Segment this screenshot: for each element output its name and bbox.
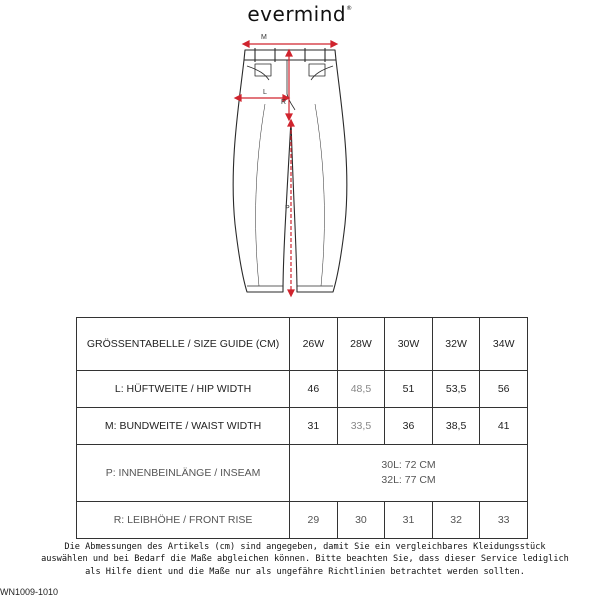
size-header: 30W	[385, 318, 433, 371]
registered-mark: ®	[346, 5, 353, 12]
table-cell: 33	[480, 502, 528, 539]
table-cell: 53,5	[432, 371, 480, 408]
table-cell: 30	[337, 502, 385, 539]
row-label: M: BUNDWEITE / WAIST WIDTH	[77, 408, 290, 445]
table-cell: 51	[385, 371, 433, 408]
header-label: GRÖSSENTABELLE / SIZE GUIDE (CM)	[86, 338, 280, 350]
size-header: 26W	[290, 318, 338, 371]
size-guide-table	[76, 317, 528, 539]
label-r: R	[281, 99, 287, 106]
table-cell: 36	[385, 408, 433, 445]
brand-name: evermind	[247, 2, 347, 26]
label-l: L	[263, 89, 267, 96]
inseam-32l: 32L: 77 CM	[381, 474, 436, 486]
disclaimer-note: Die Abmessungen des Artikels (cm) sind angegeben, damit Sie ein vergleichbares Kleidungsstück auswählen und bei Bedarf die Maße abgleichen können. Bitte beachten Sie, dass dieser Service lediglich als Hilfe dient und die Maße nur als ungefähre Richtlinien betrachtet werden sollten.	[41, 542, 569, 577]
table-cell: 41	[480, 408, 528, 445]
size-header: 34W	[480, 318, 528, 371]
product-sku: WN1009-1010	[0, 587, 59, 597]
header-label-cell	[77, 318, 290, 371]
table-row-hip	[77, 371, 528, 408]
jeans-measurement-diagram	[225, 24, 355, 300]
inseam-values-cell	[290, 445, 528, 502]
table-cell: 46	[290, 371, 338, 408]
table-cell: 31	[385, 502, 433, 539]
table-header-row	[77, 318, 528, 371]
table-row-rise	[77, 502, 528, 539]
size-header: 32W	[432, 318, 480, 371]
table-row-inseam	[77, 445, 528, 502]
brand-logo	[0, 2, 600, 26]
row-label: L: HÜFTWEITE / HIP WIDTH	[77, 371, 290, 408]
row-label: P: INNENBEINLÄNGE / INSEAM	[77, 445, 290, 502]
table-cell: 33,5	[337, 408, 385, 445]
label-p: P	[285, 205, 290, 212]
table-cell: 32	[432, 502, 480, 539]
pants-outline	[233, 60, 347, 292]
table-row-waist	[77, 408, 528, 445]
row-label: R: LEIBHÖHE / FRONT RISE	[77, 502, 290, 539]
size-header: 28W	[337, 318, 385, 371]
table-cell: 31	[290, 408, 338, 445]
table-cell: 38,5	[432, 408, 480, 445]
label-m: M	[261, 34, 267, 41]
table-cell: 29	[290, 502, 338, 539]
table-cell: 56	[480, 371, 528, 408]
inseam-30l: 30L: 72 CM	[381, 459, 436, 471]
table-cell: 48,5	[337, 371, 385, 408]
